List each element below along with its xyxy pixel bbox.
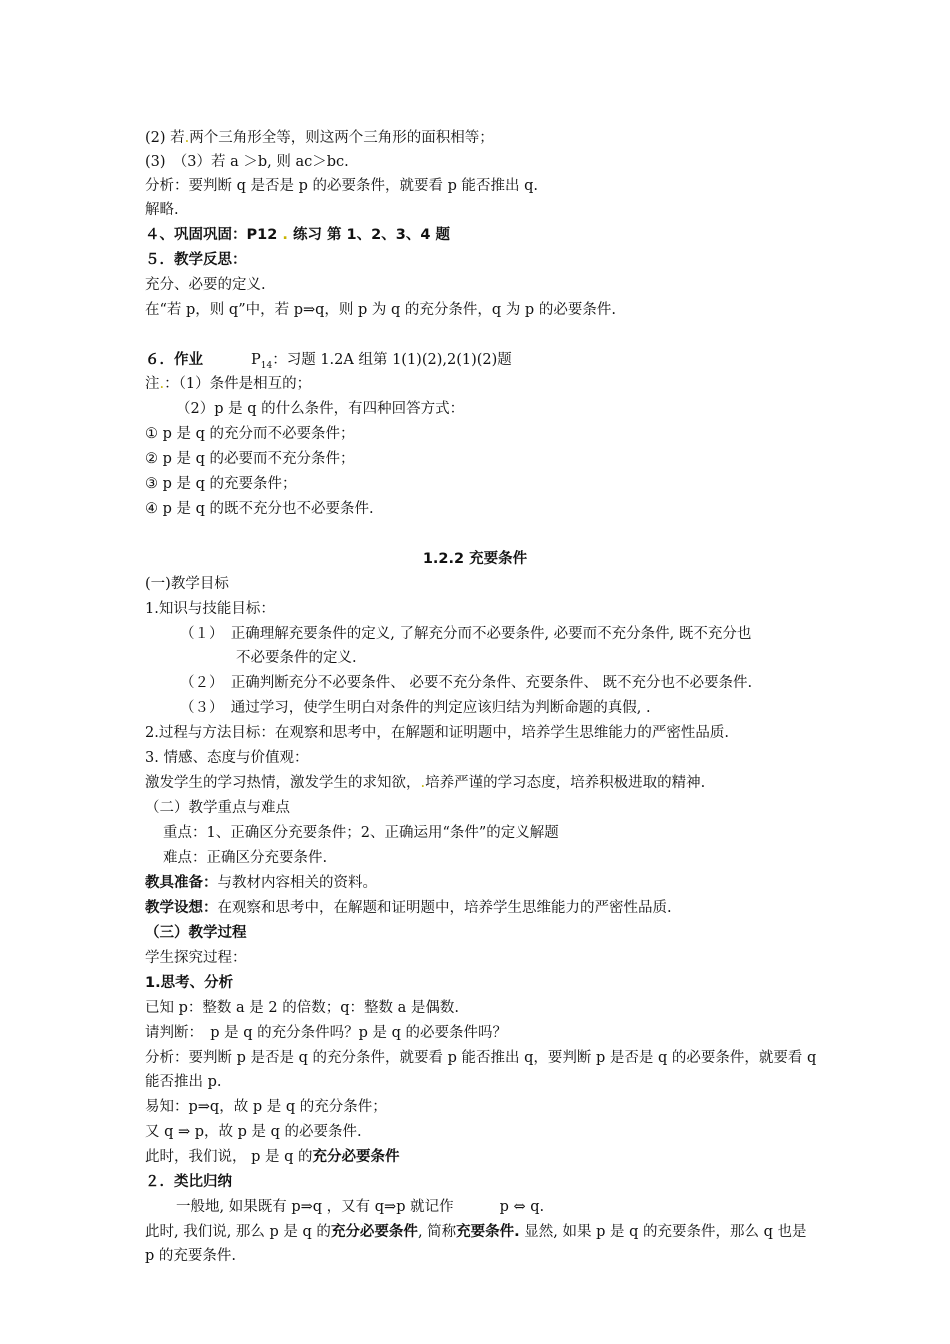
heading-homework: ６．作业 bbox=[145, 352, 203, 368]
heading-consolidate: ４、巩固巩固：P12 . 练习 第 1、2、3、4 题 bbox=[145, 227, 450, 243]
mark-dot: . bbox=[420, 775, 426, 791]
text-line: 教学设想：在观察和思考中，在解题和证明题中，培养学生思维能力的严密性品质. bbox=[145, 900, 672, 916]
text-line: p 的充要条件. bbox=[145, 1248, 236, 1264]
text-line: （2）p 是 q 的什么条件，有四种回答方式： bbox=[176, 401, 465, 417]
text-line: 注.：（1）条件是相互的； bbox=[145, 376, 312, 392]
text-line: （１） 正确理解充要条件的定义, 了解充分而不必要条件, 必要而不充分条件, 既不充分也 bbox=[180, 626, 752, 642]
text-line: 分析：要判断 p 是否是 q 的充分条件，就要看 p 能否推出 q，要判断 p 是否是 q 的必要条件，就要看 q bbox=[145, 1050, 817, 1066]
answer-item: ① p 是 q 的充分而不必要条件； bbox=[145, 426, 355, 442]
answer-item: ③ p 是 q 的充要条件； bbox=[145, 476, 297, 492]
text-line: 教具准备：与教材内容相关的资料。 bbox=[145, 875, 377, 891]
mark-dot: . bbox=[159, 376, 165, 392]
text-line: 难点：正确区分充要条件. bbox=[163, 850, 328, 866]
answer-item: ② p 是 q 的必要而不充分条件； bbox=[145, 451, 355, 467]
heading-analogy: ２．类比归纳 bbox=[145, 1174, 232, 1190]
text-line: 此时，我们说， p 是 q 的充分必要条件 bbox=[145, 1149, 400, 1165]
text-line: 激发学生的学习热情，激发学生的求知欲，.培养严谨的学习态度，培养积极进取的精神. bbox=[145, 775, 706, 791]
text-line: （２） 正确判断充分不必要条件、 必要不充分条件、充要条件、 既不充分也不必要条件. bbox=[180, 675, 753, 691]
text-line: 2.过程与方法目标：在观察和思考中，在解题和证明题中，培养学生思维能力的严密性品质. bbox=[145, 725, 729, 741]
text-line: 充分、必要的定义. bbox=[145, 277, 266, 293]
text-line: 一般地, 如果既有 p⇒q ，又有 q⇒p 就记作 p ⇔ q. bbox=[176, 1199, 545, 1215]
text-line: 学生探究过程： bbox=[145, 950, 247, 966]
text-line: 不必要条件的定义. bbox=[236, 650, 357, 666]
text-line: 能否推出 p. bbox=[145, 1074, 222, 1090]
text-line: （３） 通过学习，使学生明白对条件的判定应该归结为判断命题的真假, . bbox=[180, 700, 651, 716]
section-title: 1.2.2 充要条件 bbox=[422, 551, 528, 567]
heading-process: （三）教学过程 bbox=[145, 925, 247, 941]
text-line: 1.知识与技能目标： bbox=[145, 601, 275, 617]
text-line: 分析：要判断 q 是否是 p 的必要条件，就要看 p 能否推出 q. bbox=[145, 178, 538, 194]
text-line: (3) （3）若 a ＞b, 则 ac＞bc. bbox=[145, 154, 349, 170]
text-line: 请判断： p 是 q 的充分条件吗？p 是 q 的必要条件吗？ bbox=[145, 1025, 508, 1041]
text-line: 3. 情感、态度与价值观： bbox=[145, 750, 309, 766]
text-line: (一)教学目标 bbox=[145, 576, 229, 592]
text-line: 易知：p⇒q，故 p 是 q 的充分条件； bbox=[145, 1099, 387, 1115]
text-line: 重点：1、正确区分充要条件；2、正确运用“条件”的定义解题 bbox=[163, 825, 559, 841]
mark-dot: . bbox=[282, 227, 288, 243]
text-line: 在“若 p，则 q”中，若 p⇒q，则 p 为 q 的充分条件，q 为 p 的必要条件. bbox=[145, 302, 616, 318]
heading-reflection: ５．教学反思： bbox=[145, 252, 247, 268]
mark-dot: . bbox=[184, 130, 190, 146]
text-line: 此时, 我们说, 那么 p 是 q 的充分必要条件, 简称充要条件. 显然, 如果 p 是 q 的充要条件，那么 q 也是 bbox=[145, 1224, 807, 1240]
text-line: (2) 若.两个三角形全等，则这两个三角形的面积相等； bbox=[145, 130, 494, 146]
text-line: 解略. bbox=[145, 202, 179, 218]
heading-think: 1.思考、分析 bbox=[145, 975, 234, 991]
text-line: 已知 p：整数 a 是 2 的倍数；q：整数 a 是偶数. bbox=[145, 1000, 459, 1016]
homework-line: ６．作业 $P_{14}$：习题 1.2A 组第 1(1)(2),2(1)(2)题 bbox=[145, 352, 512, 371]
text-line: 又 q ⇒ p，故 p 是 q 的必要条件. bbox=[145, 1124, 362, 1140]
answer-item: ④ p 是 q 的既不充分也不必要条件. bbox=[145, 501, 374, 517]
text-line: （二）教学重点与难点 bbox=[145, 800, 290, 816]
